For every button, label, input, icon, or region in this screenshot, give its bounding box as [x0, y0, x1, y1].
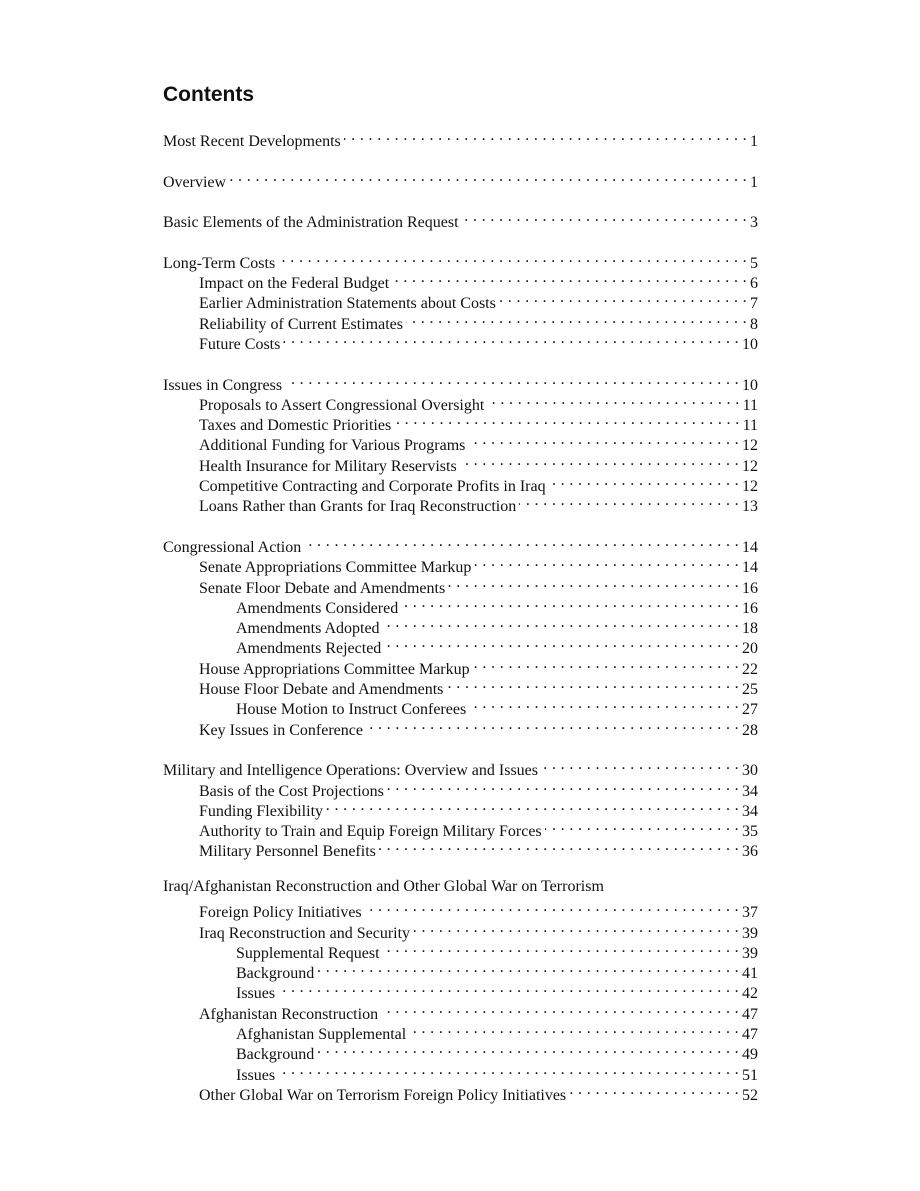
toc-entry-page-number: 47: [742, 1026, 758, 1044]
dot-leader: [384, 633, 739, 653]
dot-leader: [401, 593, 739, 613]
toc-entry-title: Senate Appropriations Committee Markup: [199, 559, 472, 577]
toc-entry-title: Impact on the Federal Budget: [199, 275, 390, 293]
toc-entry-title: Senate Floor Debate and Amendments: [199, 579, 446, 597]
dot-leader: [545, 816, 739, 836]
dot-leader: [326, 796, 739, 816]
toc-entry-title: Foreign Policy Initiatives: [199, 904, 362, 922]
toc-entry-page-number: 5: [750, 254, 758, 272]
toc-entry-title: Funding Flexibility: [199, 802, 324, 820]
toc-entry-title: Loans Rather than Grants for Iraq Reconstruction: [199, 498, 517, 516]
toc-entry-title: Amendments Considered: [236, 599, 399, 617]
toc-entry: [163, 532, 758, 556]
dot-leader: [394, 410, 739, 430]
toc-entry-page-number: 14: [742, 559, 758, 577]
toc-entry-page-number: 10: [742, 335, 758, 353]
toc-entry-title: Background: [236, 965, 315, 983]
toc-entry-title: Most Recent Developments: [163, 133, 341, 150]
dot-leader: [365, 897, 739, 917]
toc-entry-title: Amendments Rejected: [236, 640, 382, 658]
toc-entry-page-number: 7: [750, 295, 758, 313]
toc-entry-title: Health Insurance for Military Reservists: [199, 457, 457, 475]
toc-entry-page-number: 12: [742, 457, 758, 475]
dot-leader: [448, 573, 739, 593]
toc-entry-page-number: 30: [742, 762, 758, 780]
toc-entry-page-number: 39: [742, 944, 758, 962]
dot-leader: [285, 370, 739, 390]
toc-entry-title: House Motion to Instruct Conferees: [236, 701, 467, 719]
toc-entry-title: Military Personnel Benefits: [199, 843, 376, 861]
dot-leader: [499, 288, 747, 308]
toc-entry-title: Military and Intelligence Operations: Overview and Issues: [163, 762, 538, 780]
dot-leader: [392, 268, 747, 288]
dot-leader: [383, 938, 739, 958]
toc-entry-title: Basic Elements of the Administration Request: [163, 214, 459, 232]
toc-entry: [163, 248, 758, 272]
toc-entry: [163, 207, 758, 232]
toc-entry-page-number: 18: [742, 620, 758, 638]
toc-entry-title: Issues: [236, 1066, 276, 1084]
dot-leader: [317, 958, 739, 978]
dot-leader: [366, 715, 739, 735]
toc-entry-page-number: 28: [742, 721, 758, 739]
dot-leader: [462, 207, 747, 227]
toc-entry-page-number: 34: [742, 782, 758, 800]
toc-entry-title: Future Costs: [199, 335, 281, 353]
toc-entry-title: Iraq Reconstruction and Security: [199, 924, 411, 942]
toc-entry-title: House Appropriations Committee Markup: [199, 660, 470, 678]
toc-entry-page-number: 16: [742, 579, 758, 597]
toc-entry-title: Congressional Action: [163, 538, 302, 556]
toc-entry-title: Competitive Contracting and Corporate Profits in Iraq: [199, 478, 546, 496]
toc-entry-title: Proposals to Assert Congressional Oversight: [199, 396, 485, 414]
toc-entry-page-number: 6: [750, 275, 758, 293]
toc-entry-title: Afghanistan Supplemental: [236, 1026, 407, 1044]
dot-leader: [317, 1039, 739, 1059]
toc-entry-page-number: 20: [742, 640, 758, 658]
toc-entry: [163, 877, 758, 897]
toc-entry-title: Overview: [163, 173, 227, 191]
toc-entry-page-number: 1: [750, 133, 758, 150]
toc-entry-page-number: 1: [750, 173, 758, 191]
dot-leader: [379, 836, 739, 856]
dot-leader: [229, 167, 747, 187]
dot-leader: [569, 1080, 739, 1100]
dot-leader: [344, 126, 747, 146]
dot-leader: [278, 1060, 739, 1080]
dot-leader: [278, 248, 747, 268]
toc-entry: [163, 897, 758, 922]
toc-entry-page-number: 39: [742, 924, 758, 942]
dot-leader: [381, 999, 739, 1019]
toc-entry-page-number: 25: [742, 681, 758, 699]
toc-entry-page-number: 13: [742, 498, 758, 516]
toc-entry-page-number: 47: [742, 1005, 758, 1023]
toc-entry-title: Basis of the Cost Projections: [199, 782, 384, 800]
toc-entry-page-number: 49: [742, 1046, 758, 1064]
toc-entry-page-number: 22: [742, 660, 758, 678]
toc-entry: [163, 370, 758, 394]
toc-entry-page-number: 27: [742, 701, 758, 719]
toc-entry-page-number: 12: [742, 437, 758, 455]
toc-entry-page-number: 34: [742, 802, 758, 820]
toc-entry-title: Afghanistan Reconstruction: [199, 1005, 379, 1023]
dot-leader: [473, 654, 739, 674]
toc-entry-title: Background: [236, 1046, 315, 1064]
toc-entry-title: Authority to Train and Equip Foreign Military Forces: [199, 823, 542, 841]
toc-entry-title: House Floor Debate and Amendments: [199, 681, 444, 699]
dot-leader: [487, 390, 739, 410]
dot-leader: [549, 471, 739, 491]
toc-entry-page-number: 16: [742, 599, 758, 617]
toc-entry-page-number: 41: [742, 965, 758, 983]
dot-leader: [383, 613, 739, 633]
dot-leader: [387, 776, 739, 796]
dot-leader: [474, 552, 739, 572]
toc-entry-page-number: 37: [742, 904, 758, 922]
dot-leader: [278, 978, 739, 998]
toc-entry-title: Additional Funding for Various Programs: [199, 437, 466, 455]
toc-entry: [163, 755, 758, 780]
dot-leader: [406, 309, 747, 329]
toc-entry-page-number: 42: [742, 985, 758, 1003]
toc-entry-title: Long-Term Costs: [163, 254, 276, 272]
dot-leader: [468, 430, 739, 450]
toc-entry-title: Amendments Adopted: [236, 620, 380, 638]
toc-entry-page-number: 12: [742, 478, 758, 496]
table-of-contents: [163, 126, 758, 1104]
dot-leader: [409, 1019, 739, 1039]
dot-leader: [469, 694, 739, 714]
toc-entry-page-number: 35: [742, 823, 758, 841]
toc-entry-title: Key Issues in Conference: [199, 721, 363, 739]
toc-entry: [163, 167, 758, 191]
toc-entry-page-number: 52: [742, 1086, 758, 1104]
toc-entry: [163, 126, 758, 150]
dot-leader: [446, 674, 739, 694]
toc-entry-page-number: 8: [750, 315, 758, 333]
toc-entry-title: Iraq/Afghanistan Reconstruction and Other Global War on Terrorism: [163, 877, 604, 895]
toc-entry-title: Taxes and Domestic Priorities: [199, 417, 392, 435]
toc-entry-title: Other Global War on Terrorism Foreign Policy Initiatives: [199, 1086, 567, 1104]
toc-entry-title: Supplemental Request: [236, 944, 380, 962]
toc-entry-page-number: 36: [742, 843, 758, 861]
toc-entry-title: Reliability of Current Estimates: [199, 315, 403, 333]
dot-leader: [519, 491, 739, 511]
toc-entry-title: Issues in Congress: [163, 376, 283, 394]
toc-entry-title: Earlier Administration Statements about Costs: [199, 295, 496, 313]
dot-leader: [413, 918, 739, 938]
dot-leader: [460, 451, 739, 471]
toc-entry-page-number: 51: [742, 1066, 758, 1084]
toc-entry-page-number: 11: [742, 396, 758, 414]
dot-leader: [541, 755, 739, 775]
toc-entry-page-number: 14: [742, 538, 758, 556]
toc-entry-page-number: 3: [750, 214, 758, 232]
toc-entry-title: Issues: [236, 985, 276, 1003]
dot-leader: [283, 329, 739, 349]
toc-entry-page-number: 10: [742, 376, 758, 394]
contents-heading: Contents: [163, 83, 254, 106]
toc-entry-page-number: 11: [742, 417, 758, 435]
dot-leader: [304, 532, 739, 552]
